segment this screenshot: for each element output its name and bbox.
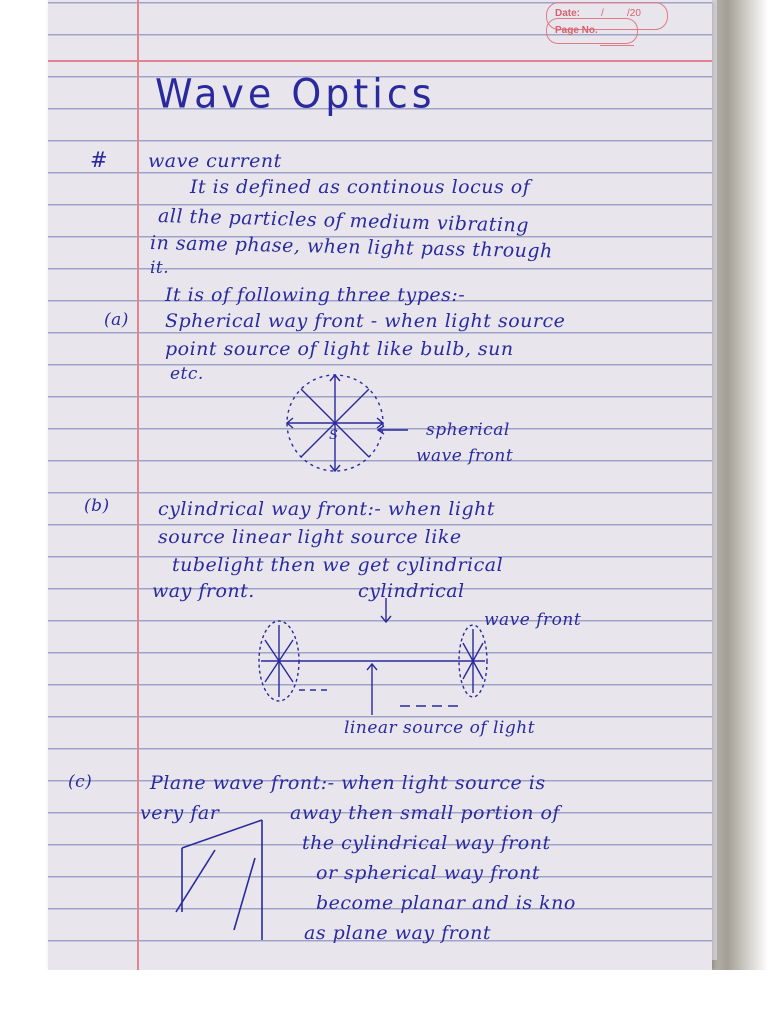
definition-line-2: all the particles of medium vibrating (157, 205, 530, 237)
item-a-label: (a) (104, 310, 129, 330)
cylindrical-wavefront-label: wave front (484, 610, 582, 630)
plane-ray-2 (234, 858, 255, 930)
item-b-line-3: tubelight then we get cylindrical (172, 554, 504, 576)
item-a-line-1: Spherical way front - when light source (165, 310, 566, 332)
item-c-label: (c) (68, 772, 93, 792)
source-label-s: S (329, 428, 339, 443)
linear-source-label: linear source of light (344, 718, 536, 738)
cylindrical-label: cylindrical (358, 580, 465, 602)
date-label: Date: (555, 8, 581, 19)
item-c-line-1: Plane wave front:- when light source is (150, 772, 546, 794)
heading-marker: # (90, 148, 109, 172)
item-c-line-2: very far (140, 802, 220, 824)
definition-line-3: in same phase, when light pass through (149, 232, 553, 263)
plane-top-edge (182, 820, 262, 848)
item-b-label: (b) (84, 496, 110, 516)
item-a-line-2: point source of light like bulb, sun (165, 338, 514, 360)
item-c-line-2b: away then small portion of (290, 802, 560, 824)
definition-line-1: It is defined as continous locus of (190, 176, 531, 198)
types-intro: It is of following three types:- (165, 284, 466, 306)
spherical-label-1: spherical (426, 420, 510, 440)
item-c-line-6: as plane way front (304, 922, 491, 944)
heading-text: wave current (148, 150, 282, 172)
item-a-line-3: etc. (170, 364, 204, 384)
spherical-label-2: wave front (416, 446, 514, 466)
item-c-line-3: the cylindrical way front (302, 832, 551, 854)
date-value-day: / (601, 8, 604, 19)
page-title: Wave Optics (155, 70, 436, 118)
item-b-line-1: cylindrical way front:- when light (158, 498, 496, 520)
item-c-line-4: or spherical way front (316, 862, 540, 884)
date-value-year: /20 (627, 8, 641, 19)
item-c-line-5: become planar and is kno (316, 892, 576, 914)
item-b-line-4: way front. (152, 580, 255, 602)
page-no-label: Page No. (555, 25, 598, 36)
definition-line-4: it. (150, 258, 170, 278)
item-b-line-2: source linear light source like (158, 526, 462, 548)
